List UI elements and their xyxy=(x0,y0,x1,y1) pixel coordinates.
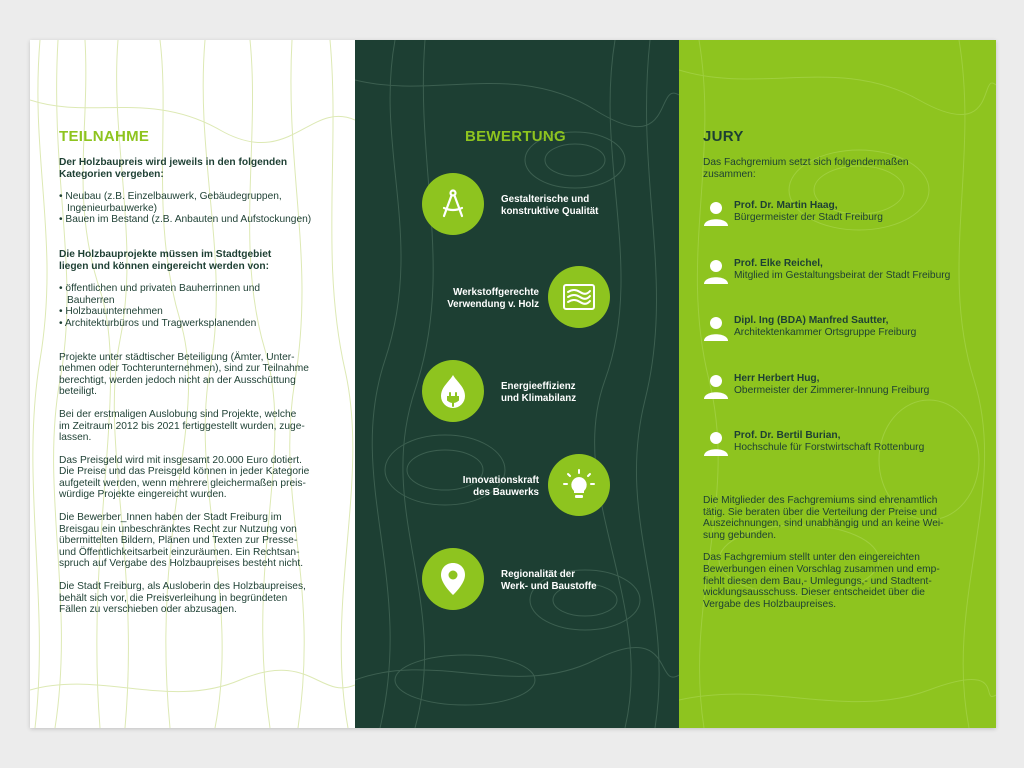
criterion-label: Werkstoffgerechte Verwendung v. Holz xyxy=(447,287,539,310)
list-item: • Neubau (z.B. Einzelbauwerk, Gebäudegruppen, Ingenieurbauwerke) xyxy=(59,191,282,214)
wood-grain-icon xyxy=(562,282,596,312)
paragraph: Die Bewerber_Innen haben der Stadt Freiburg im Breisgau ein unbeschränktes Recht zur Nutzung von übermittelten Bildern, Plänen und Texten zur Presse- und Öffentlichkeitsarbeit einzuräumen. Ein Rechtsan- spruch auf Vergabe des Holzbaupreises besteht nicht. xyxy=(59,512,304,570)
criterion-icon-circle xyxy=(422,173,484,235)
jury-heading: JURY xyxy=(703,128,744,145)
paragraph: Bei der erstmaligen Auslobung sind Projekte, welche im Zeitraum 2012 bis 2021 fertiggestellt wurden, zuge- lassen. xyxy=(59,408,305,444)
jury-member-text: Prof. Dr. Martin Haag, Bürgermeister der Stadt Freiburg xyxy=(734,200,883,223)
paragraph: Die Stadt Freiburg, als Ausloberin des Holzbaupreises, behält sich vor, die Preisverleihung in begründeten Fällen zu verschieben oder abzusagen. xyxy=(59,581,306,616)
list-item: • Holzbauunternehmen xyxy=(59,306,163,318)
light-bulb-icon xyxy=(561,467,597,503)
criterion-label: Regionalität der Werk- und Baustoffe xyxy=(501,569,597,592)
panel-jury xyxy=(679,40,996,728)
criterion-label: Gestalterische und konstruktive Qualität xyxy=(501,194,599,217)
list-item: • Bauen im Bestand (z.B. Anbauten und Aufstockungen) xyxy=(59,214,312,226)
map-pin-icon xyxy=(439,561,467,597)
criterion-icon-circle xyxy=(548,266,610,328)
bewertung-heading: BEWERTUNG xyxy=(465,128,567,145)
jury-member-text: Herr Herbert Hug, Obermeister der Zimmerer-Innung Freiburg xyxy=(734,373,930,396)
person-icon xyxy=(703,315,729,341)
jury-intro: Das Fachgremium setzt sich folgendermaßen zusammen: xyxy=(703,157,909,180)
teilnahme-intro: Der Holzbaupreis wird jeweils in den folgenden Kategorien vergeben: xyxy=(59,157,288,180)
criterion-icon-circle xyxy=(422,360,484,422)
list-item: • Architekturbüros und Tragwerksplanenden xyxy=(59,317,257,329)
category-list xyxy=(59,191,349,226)
person-icon xyxy=(703,258,729,284)
criterion-icon-circle xyxy=(548,454,610,516)
drafting-compass-icon xyxy=(436,187,470,221)
criterion-icon-circle xyxy=(422,548,484,610)
teilnahme-heading: TEILNAHME xyxy=(59,128,150,145)
paragraph: Projekte unter städtischer Beteiligung (Ämter, Unter- nehmen oder Tochterunternehmen), sind zur Teilnahme berechtigt, werden jedoch nicht an der Ausschüttung beteiligt. xyxy=(59,351,309,398)
jury-member-text: Prof. Elke Reichel, Mitglied im Gestaltungsbeirat der Stadt Freiburg xyxy=(734,258,951,281)
teilnahme-intro-2: Die Holzbauprojekte müssen im Stadtgebiet liegen und können eingereicht werden von: xyxy=(59,248,272,272)
jury-member-text: Prof. Dr. Bertil Burian, Hochschule für Forstwirtschaft Rottenburg xyxy=(734,430,925,453)
person-icon xyxy=(703,200,729,226)
list-item: • öffentlichen und privaten Bauherrinnen und Bauherren xyxy=(59,283,261,306)
paragraph: Die Mitglieder des Fachgremiums sind ehrenamtlich tätig. Sie beraten über die Verteilung der Preise und Auszeichnungen, sind unabhängig und an keine Wei- sung gebunden. xyxy=(703,495,944,541)
flame-plug-icon xyxy=(437,373,469,409)
criterion-label: Energieeffizienz und Klimabilanz xyxy=(501,381,577,404)
paragraph: Das Preisgeld wird mit insgesamt 20.000 Euro dotiert. Die Preise und das Preisgeld können in jeder Kategorie aufgeteilt werden, wenn mehrere gleichermaßen preis- würdige Projekte eingereicht wurden. xyxy=(59,454,310,501)
person-icon xyxy=(703,373,729,399)
panel-teilnahme xyxy=(30,40,355,728)
paragraph: Das Fachgremium stellt unter den eingereichten Bewerbungen einen Vorschlag zusammen und emp- fiehlt diesen dem Bau,- Umlegungs,- und Stadtent- wicklungsausschuss. Dieser entscheidet über die Vergabe des Holzbaupreises. xyxy=(703,552,940,610)
jury-member-text: Dipl. Ing (BDA) Manfred Sautter, Architektenkammer Ortsgruppe Freiburg xyxy=(734,315,917,338)
brochure-sheet xyxy=(30,40,996,728)
person-icon xyxy=(703,430,729,456)
submitter-list xyxy=(59,283,349,329)
panel-bewertung xyxy=(355,40,679,728)
criterion-label: Innovationskraft des Bauwerks xyxy=(462,475,539,498)
